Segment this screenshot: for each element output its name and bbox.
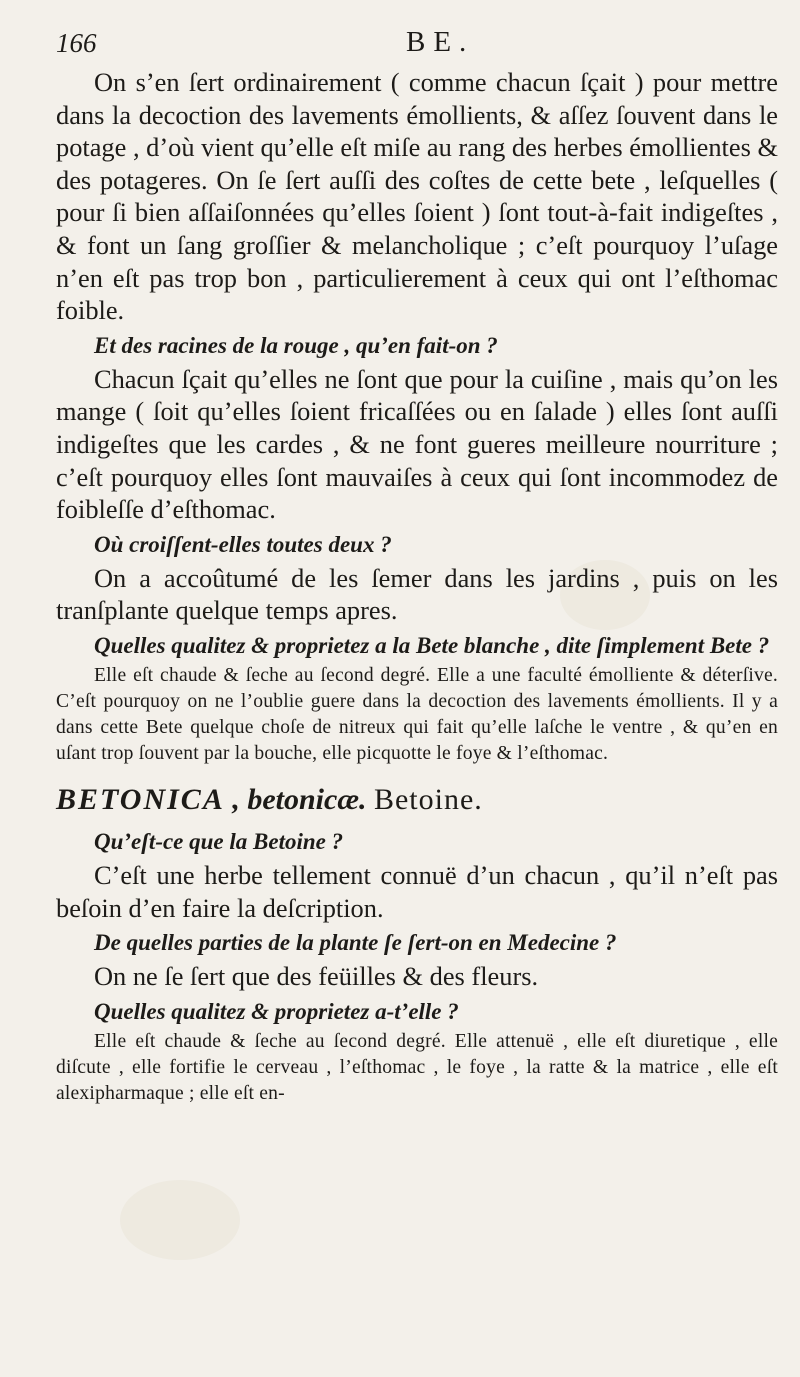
question-text: Qu’eſt-ce que la Betoine ? <box>94 828 344 854</box>
entry-french: Betoine. <box>373 782 483 816</box>
page-number: 166 <box>56 28 97 58</box>
question-text: Et des racines de la rouge , qu’en fait-on ? <box>94 332 498 358</box>
running-title: BE. <box>406 26 475 58</box>
small-text: Elle eſt chaude & ſeche au ſecond degré. Elle a une faculté émolliente & déterſive. C’eſt pourquoy on ne l’oublie guere dans la decoction des lavements émollients. Il y a dans cette Bete quelque choſe de nitreux qui fait qu’elle laſche le ventre , & qu’en en uſant trop ſouvent par la bouche, elle picquotte le foye & l’eſthomac. <box>56 664 778 764</box>
entry-name: BETONICA <box>56 782 225 816</box>
paragraph <box>56 562 778 627</box>
small-text: Elle eſt chaude & ſeche au ſecond degré. Elle attenuë , elle eſt diuretique , elle diſcute , elle fortifie le cerveau , l’eſthomac , le foye , la ratte & la matrice , elle eſt alexipharmaque ; elle eſt en- <box>56 1030 778 1104</box>
paragraph <box>56 960 778 993</box>
question <box>56 631 778 661</box>
paragraph <box>56 66 778 327</box>
page-header <box>56 28 760 64</box>
entry-heading <box>56 781 778 819</box>
paragraph-text: On ne ſe ſert que des feüilles & des fleurs. <box>94 961 539 992</box>
paragraph <box>56 859 778 924</box>
question <box>56 331 778 361</box>
question <box>56 997 778 1027</box>
answer-small-print <box>56 663 778 767</box>
question-text: Où croiſſent-elles toutes deux ? <box>94 531 392 557</box>
paragraph <box>56 363 778 526</box>
question-text: Quelles qualitez & proprietez a la Bete blanche , dite ſimplement Bete ? <box>94 632 770 658</box>
answer-small-print <box>56 1029 778 1107</box>
page-body <box>56 66 778 1107</box>
question-text: De quelles parties de la plante ſe ſert-on en Medecine ? <box>94 930 617 956</box>
question-text: Quelles qualitez & proprietez a-t’elle ? <box>94 998 459 1024</box>
paragraph-text: Chacun ſçait qu’elles ne ſont que pour la cuiſine , mais qu’on les mange ( ſoit qu’elles ſoient fricaſſées ou en ſalade ) elles ſont auſſi indigeſtes que les cardes , & ne font gueres meilleure nourriture ; c’eſt pourquoy elles ſont mauvaiſes à ceux qui ſont incommodez de foibleſſe d’eſthomac. <box>56 363 778 525</box>
question <box>56 530 778 560</box>
paragraph-text: On s’en ſert ordinairement ( comme chacun ſçait ) pour mettre dans la decoction des lavements émollients, & aſſez ſouvent dans le potage , d’où vient qu’elle eſt miſe au rang des herbes émollientes & des potageres. On ſe ſert auſſi des coſtes de cette bete , leſquelles ( pour ſi bien aſſaiſonnées qu’elles ſoient ) ſont tout-à-fait indigeſtes , & font un ſang groſſier & melancholique ; c’eſt pourquoy l’uſage n’en eſt pas trop bon , particulierement à ceux qui ont l’eſthomac foible. <box>56 67 778 326</box>
question <box>56 928 778 958</box>
paper-stain <box>120 1180 240 1260</box>
paragraph-text: C’eſt une herbe tellement connuë d’un chacun , qu’il n’eſt pas beſoin d’en faire la deſcription. <box>56 859 778 923</box>
question <box>56 827 778 857</box>
paragraph-text: On a accoûtumé de les ſemer dans les jardins , puis on les tranſplante quelque temps apres. <box>56 562 778 626</box>
entry-latin: , betonicæ. <box>232 782 367 816</box>
